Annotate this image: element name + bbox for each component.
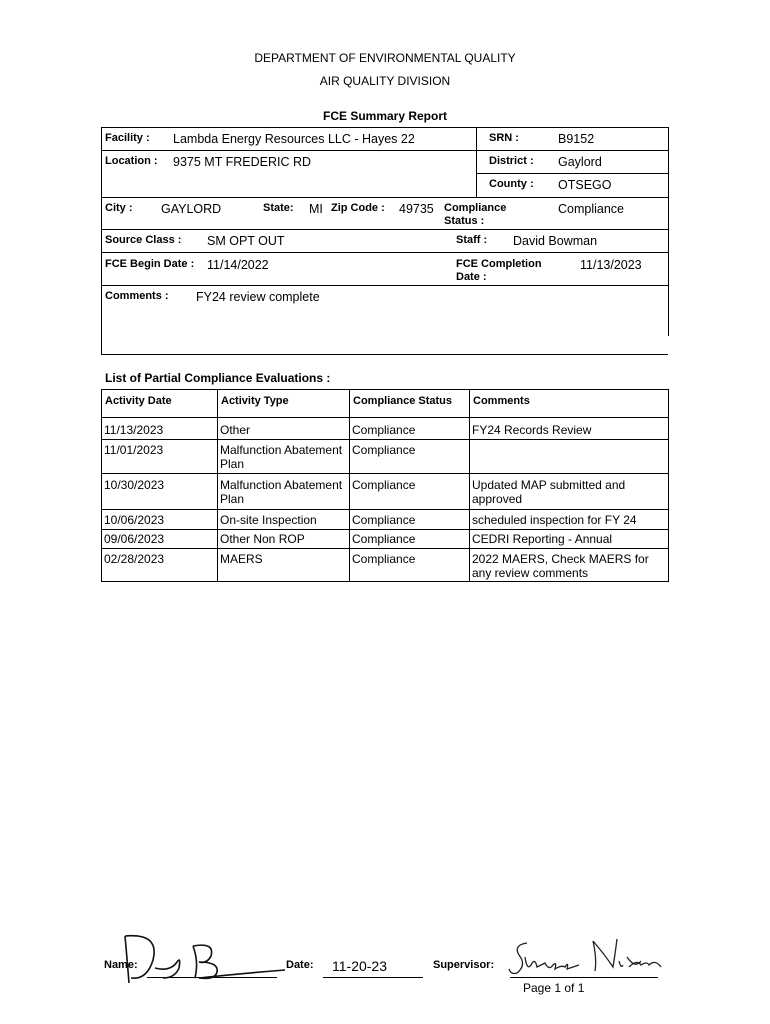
page-number: Page 1 of 1 bbox=[523, 981, 585, 995]
division-title: AIR QUALITY DIVISION bbox=[319, 74, 451, 88]
comments-value: FY24 review complete bbox=[196, 290, 320, 304]
activity-date-cell: 11/13/2023 bbox=[104, 423, 164, 437]
state-label: State: bbox=[263, 202, 294, 214]
compliance-status-cell: Compliance bbox=[352, 423, 416, 437]
city-label: City : bbox=[105, 202, 133, 214]
compliance-status-value: Compliance bbox=[558, 202, 625, 216]
fce-begin-value: 11/14/2022 bbox=[207, 258, 269, 272]
location-value: 9375 MT FREDERIC RD bbox=[173, 155, 311, 169]
comments-cell: 2022 MAERS, Check MAERS for any review comments bbox=[472, 552, 649, 580]
supervisor-signature bbox=[505, 935, 665, 980]
facility-label: Facility : bbox=[105, 132, 150, 144]
supervisor-label: Supervisor: bbox=[433, 959, 495, 971]
district-value: Gaylord bbox=[558, 155, 602, 169]
pce-list-title: List of Partial Compliance Evaluations : bbox=[105, 371, 331, 385]
county-label: County : bbox=[489, 178, 534, 190]
date-label: Date: bbox=[286, 959, 314, 971]
comments-cell: FY24 Records Review bbox=[472, 423, 592, 437]
activity-type-cell: Malfunction Abatement Plan bbox=[220, 478, 343, 506]
zip-label: Zip Code : bbox=[331, 202, 385, 214]
srn-value: B9152 bbox=[558, 132, 595, 146]
compliance-status-cell: Compliance bbox=[352, 443, 416, 457]
activity-date-cell: 11/01/2023 bbox=[104, 443, 164, 457]
fce-begin-label: FCE Begin Date : bbox=[105, 258, 195, 270]
name-label: Name: bbox=[104, 959, 138, 971]
comments-cell: CEDRI Reporting - Annual bbox=[472, 532, 613, 546]
col-header-activity-date: Activity Date bbox=[105, 395, 172, 407]
name-signature bbox=[115, 928, 295, 988]
source-class-label: Source Class : bbox=[105, 234, 182, 246]
col-header-compliance-status: Compliance Status bbox=[353, 395, 453, 407]
srn-label: SRN : bbox=[489, 132, 519, 144]
activity-date-cell: 10/06/2023 bbox=[104, 513, 165, 527]
activity-type-cell: Other Non ROP bbox=[220, 532, 305, 546]
source-class-value: SM OPT OUT bbox=[207, 234, 285, 248]
comments-label: Comments : bbox=[105, 290, 169, 302]
facility-value: Lambda Energy Resources LLC - Hayes 22 bbox=[173, 132, 415, 146]
compliance-status-cell: Compliance bbox=[352, 552, 416, 566]
fce-completion-label: FCE Completion Date : bbox=[456, 258, 542, 283]
department-title: DEPARTMENT OF ENVIRONMENTAL QUALITY bbox=[254, 51, 516, 65]
district-label: District : bbox=[489, 155, 534, 167]
activity-date-cell: 09/06/2023 bbox=[104, 532, 165, 546]
comments-cell: scheduled inspection for FY 24 bbox=[472, 513, 637, 527]
city-value: GAYLORD bbox=[161, 202, 222, 216]
fce-completion-value: 11/13/2023 bbox=[580, 258, 642, 272]
report-title: FCE Summary Report bbox=[322, 109, 448, 123]
staff-label: Staff : bbox=[456, 234, 488, 246]
compliance-status-cell: Compliance bbox=[352, 478, 416, 492]
activity-date-cell: 10/30/2023 bbox=[104, 478, 165, 492]
activity-type-cell: Other bbox=[220, 423, 251, 437]
state-value: MI bbox=[309, 202, 323, 216]
activity-type-cell: MAERS bbox=[220, 552, 263, 566]
activity-type-cell: Malfunction Abatement Plan bbox=[220, 443, 343, 471]
location-label: Location : bbox=[105, 155, 158, 167]
compliance-status-cell: Compliance bbox=[352, 513, 416, 527]
county-value: OTSEGO bbox=[558, 178, 612, 192]
activity-type-cell: On-site Inspection bbox=[220, 513, 317, 527]
col-header-activity-type: Activity Type bbox=[221, 395, 289, 407]
zip-value: 49735 bbox=[399, 202, 434, 216]
compliance-status-cell: Compliance bbox=[352, 532, 416, 546]
signature-date-value: 11-20-23 bbox=[332, 958, 388, 974]
comments-cell: Updated MAP submitted and approved bbox=[472, 478, 626, 506]
staff-value: David Bowman bbox=[513, 234, 598, 248]
activity-date-cell: 02/28/2023 bbox=[104, 552, 165, 566]
compliance-status-label: Compliance Status : bbox=[444, 202, 507, 227]
col-header-comments: Comments bbox=[473, 395, 530, 407]
